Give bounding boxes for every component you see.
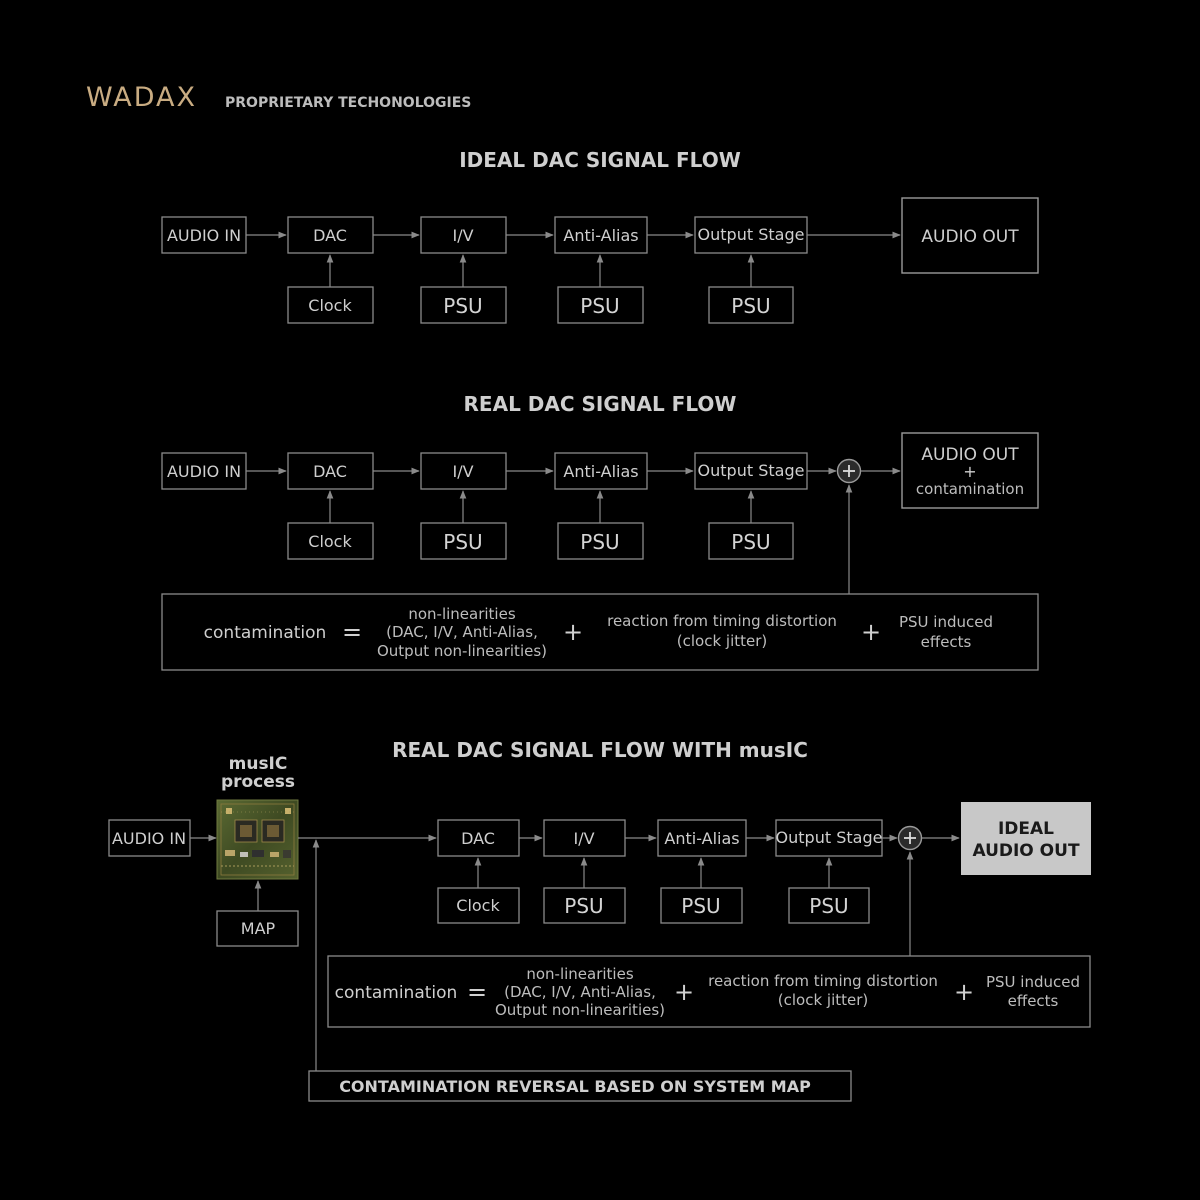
music-psu-label-aa: PSU — [681, 894, 721, 918]
real-psu-label-iv: PSU — [443, 530, 483, 554]
real-flow-title: REAL DAC SIGNAL FLOW — [463, 392, 737, 416]
real-psu-label-aa: PSU — [580, 530, 620, 554]
brand-subtitle: PROPRIETARY TECHONOLOGIES — [225, 95, 472, 111]
real-eq-term1-line1: non-linearities — [408, 605, 516, 623]
music-ideal-out-line1: IDEAL — [997, 819, 1055, 839]
real-flow — [162, 433, 1038, 670]
music-anti-alias-label: Anti-Alias — [664, 829, 740, 848]
real-eq-term3-line1: PSU induced — [898, 613, 994, 631]
ideal-flow — [162, 198, 1038, 323]
brand-logo: WADAX — [86, 82, 197, 113]
real-eq-term1-line2: (DAC, I/V, Anti-Alias, — [386, 623, 538, 641]
ideal-output-stage-label: Output Stage — [697, 225, 805, 244]
music-process-heading-line1: musIC — [228, 754, 288, 774]
contamination-reversal-label: CONTAMINATION REVERSAL BASED ON SYSTEM MAP — [339, 1077, 811, 1096]
music-clock-label: Clock — [456, 896, 500, 915]
music-chip-icon — [217, 800, 298, 879]
ideal-psu-label-aa: PSU — [580, 294, 620, 318]
ideal-audio-out-label: AUDIO OUT — [921, 227, 1019, 247]
real-audio-out-plus: + — [963, 462, 977, 481]
music-ideal-out-line2: AUDIO OUT — [972, 841, 1080, 861]
real-anti-alias-label: Anti-Alias — [563, 462, 639, 481]
music-eq-term1-line1: non-linearities — [526, 965, 634, 983]
real-audio-in-label: AUDIO IN — [166, 462, 242, 481]
real-eq-plus-2: + — [860, 618, 882, 646]
real-output-stage-label: Output Stage — [697, 461, 805, 480]
music-audio-in-label: AUDIO IN — [111, 829, 187, 848]
music-eq-term1-line3: Output non-linearities) — [494, 1001, 666, 1019]
ideal-anti-alias-label: Anti-Alias — [563, 226, 639, 245]
real-eq-plus-1: + — [562, 618, 584, 646]
music-map-label: MAP — [240, 919, 276, 938]
ideal-psu-label-os: PSU — [731, 294, 771, 318]
music-eq-term3-line1: PSU induced — [985, 973, 1081, 991]
music-psu-label-os: PSU — [809, 894, 849, 918]
ideal-clock-label: Clock — [308, 296, 352, 315]
real-eq-term2-line2: (clock jitter) — [676, 632, 768, 650]
ideal-audio-in-label: AUDIO IN — [166, 226, 242, 245]
real-audio-out-label: AUDIO OUT — [921, 445, 1019, 465]
real-audio-out-contamination: contamination — [915, 480, 1025, 498]
music-eq-term2-line1: reaction from timing distortion — [708, 972, 938, 990]
music-eq-term3-line2: effects — [1007, 992, 1059, 1010]
real-eq-equals: = — [341, 618, 363, 646]
music-eq-lhs: contamination — [334, 983, 458, 1003]
ideal-psu-label-iv: PSU — [443, 294, 483, 318]
music-process-heading-line2: process — [220, 772, 296, 792]
music-iv-label: I/V — [573, 829, 595, 848]
music-eq-term1-line2: (DAC, I/V, Anti-Alias, — [504, 983, 656, 1001]
music-flow-title: REAL DAC SIGNAL FLOW WITH musIC — [392, 738, 808, 762]
real-eq-term2-line1: reaction from timing distortion — [607, 612, 837, 630]
ideal-iv-label: I/V — [452, 226, 474, 245]
music-eq-plus-1: + — [673, 978, 695, 1006]
real-iv-label: I/V — [452, 462, 474, 481]
music-output-stage-label: Output Stage — [775, 828, 883, 847]
real-eq-term3-line2: effects — [920, 633, 972, 651]
real-psu-label-os: PSU — [731, 530, 771, 554]
real-eq-lhs: contamination — [203, 623, 327, 643]
ideal-dac-label: DAC — [313, 226, 347, 245]
real-dac-label: DAC — [313, 462, 347, 481]
ideal-flow-title: IDEAL DAC SIGNAL FLOW — [459, 148, 741, 172]
real-eq-term1-line3: Output non-linearities) — [376, 642, 548, 660]
music-eq-equals: = — [466, 978, 488, 1006]
music-eq-plus-2: + — [953, 978, 975, 1006]
real-clock-label: Clock — [308, 532, 352, 551]
music-dac-label: DAC — [461, 829, 495, 848]
music-flow — [109, 754, 1091, 1101]
music-psu-label-iv: PSU — [564, 894, 604, 918]
music-eq-term2-line2: (clock jitter) — [777, 991, 869, 1009]
